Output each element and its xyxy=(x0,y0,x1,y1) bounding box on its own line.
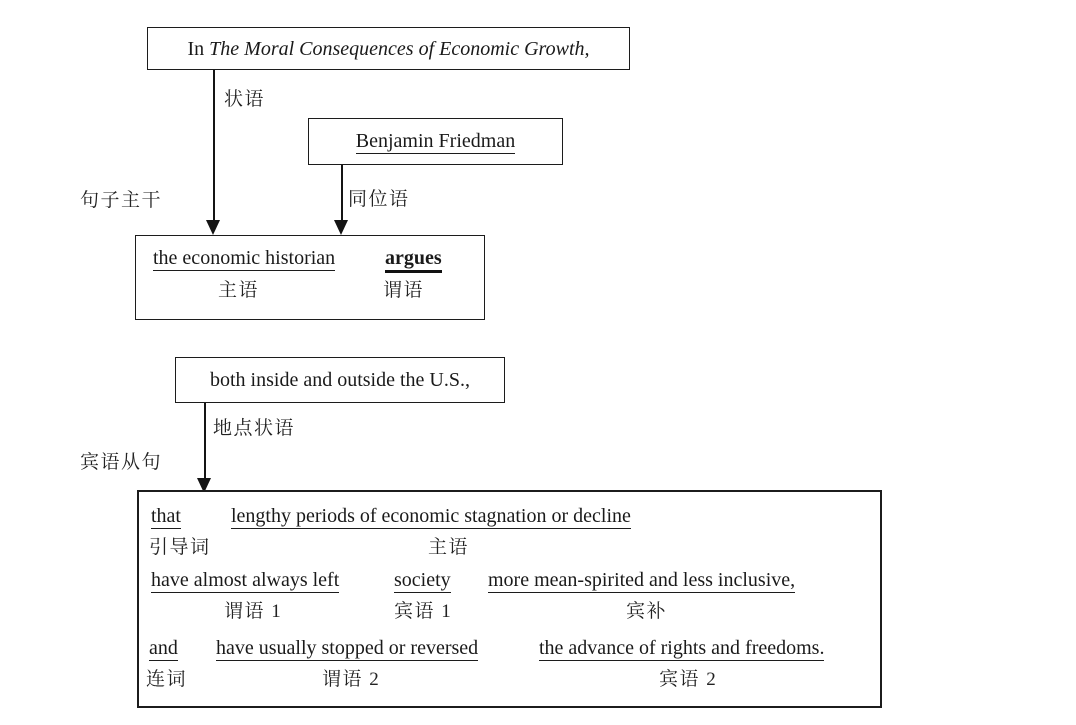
object-clause-box xyxy=(137,490,882,708)
place-adverbial-arrow-label: 地点状语 xyxy=(213,418,296,439)
clause-object2-label: 宾语 2 xyxy=(659,669,718,690)
clause-predicate2-label: 谓语 2 xyxy=(322,669,381,690)
clause-object1: society xyxy=(394,569,451,591)
appositive-arrow-label: 同位语 xyxy=(348,189,410,210)
main-clause-side-label: 句子主干 xyxy=(80,190,163,211)
clause-complement-label: 宾补 xyxy=(626,601,668,622)
appositive-arrow-head xyxy=(334,220,348,235)
clause-object2: the advance of rights and freedoms. xyxy=(539,637,825,659)
clause-predicate2: have usually stopped or reversed xyxy=(216,637,479,659)
clause-conjunction: and xyxy=(149,637,178,659)
appositive-box xyxy=(308,118,563,165)
clause-predicate1-label: 谓语 1 xyxy=(224,601,283,622)
clause-subject-label: 主语 xyxy=(428,537,470,558)
clause-conjunction-label: 连词 xyxy=(146,669,188,690)
clause-subject: lengthy periods of economic stagnation or decline xyxy=(231,505,631,527)
main-predicate: argues xyxy=(385,247,442,273)
clause-object1-label: 宾语 1 xyxy=(394,601,453,622)
main-clause-box xyxy=(135,235,485,320)
place-adverbial-text: both inside and outside the U.S., xyxy=(210,369,470,391)
place-adverbial-arrow-stem xyxy=(204,403,206,479)
main-predicate-label: 谓语 xyxy=(383,280,425,301)
title-phrase-box xyxy=(147,27,630,70)
appositive-arrow-stem xyxy=(341,165,343,221)
title-prefix: In xyxy=(187,37,210,60)
adverbial-arrow-head xyxy=(206,220,220,235)
clause-connector: that xyxy=(151,505,181,527)
place-adverbial-box xyxy=(175,357,505,403)
adverbial-arrow-stem xyxy=(213,70,215,221)
book-title-italic: The Moral Consequences of Economic Growth, xyxy=(209,37,590,60)
clause-predicate1: have almost always left xyxy=(151,569,340,591)
adverbial-arrow-label: 状语 xyxy=(224,89,266,110)
appositive-name: Benjamin Friedman xyxy=(355,129,516,152)
object-clause-side-label: 宾语从句 xyxy=(80,452,163,473)
clause-connector-label: 引导词 xyxy=(149,537,211,558)
clause-complement: more mean-spirited and less inclusive, xyxy=(488,569,796,591)
main-subject: the economic historian xyxy=(153,247,336,269)
main-subject-label: 主语 xyxy=(218,280,260,301)
title-phrase-text xyxy=(188,38,590,60)
